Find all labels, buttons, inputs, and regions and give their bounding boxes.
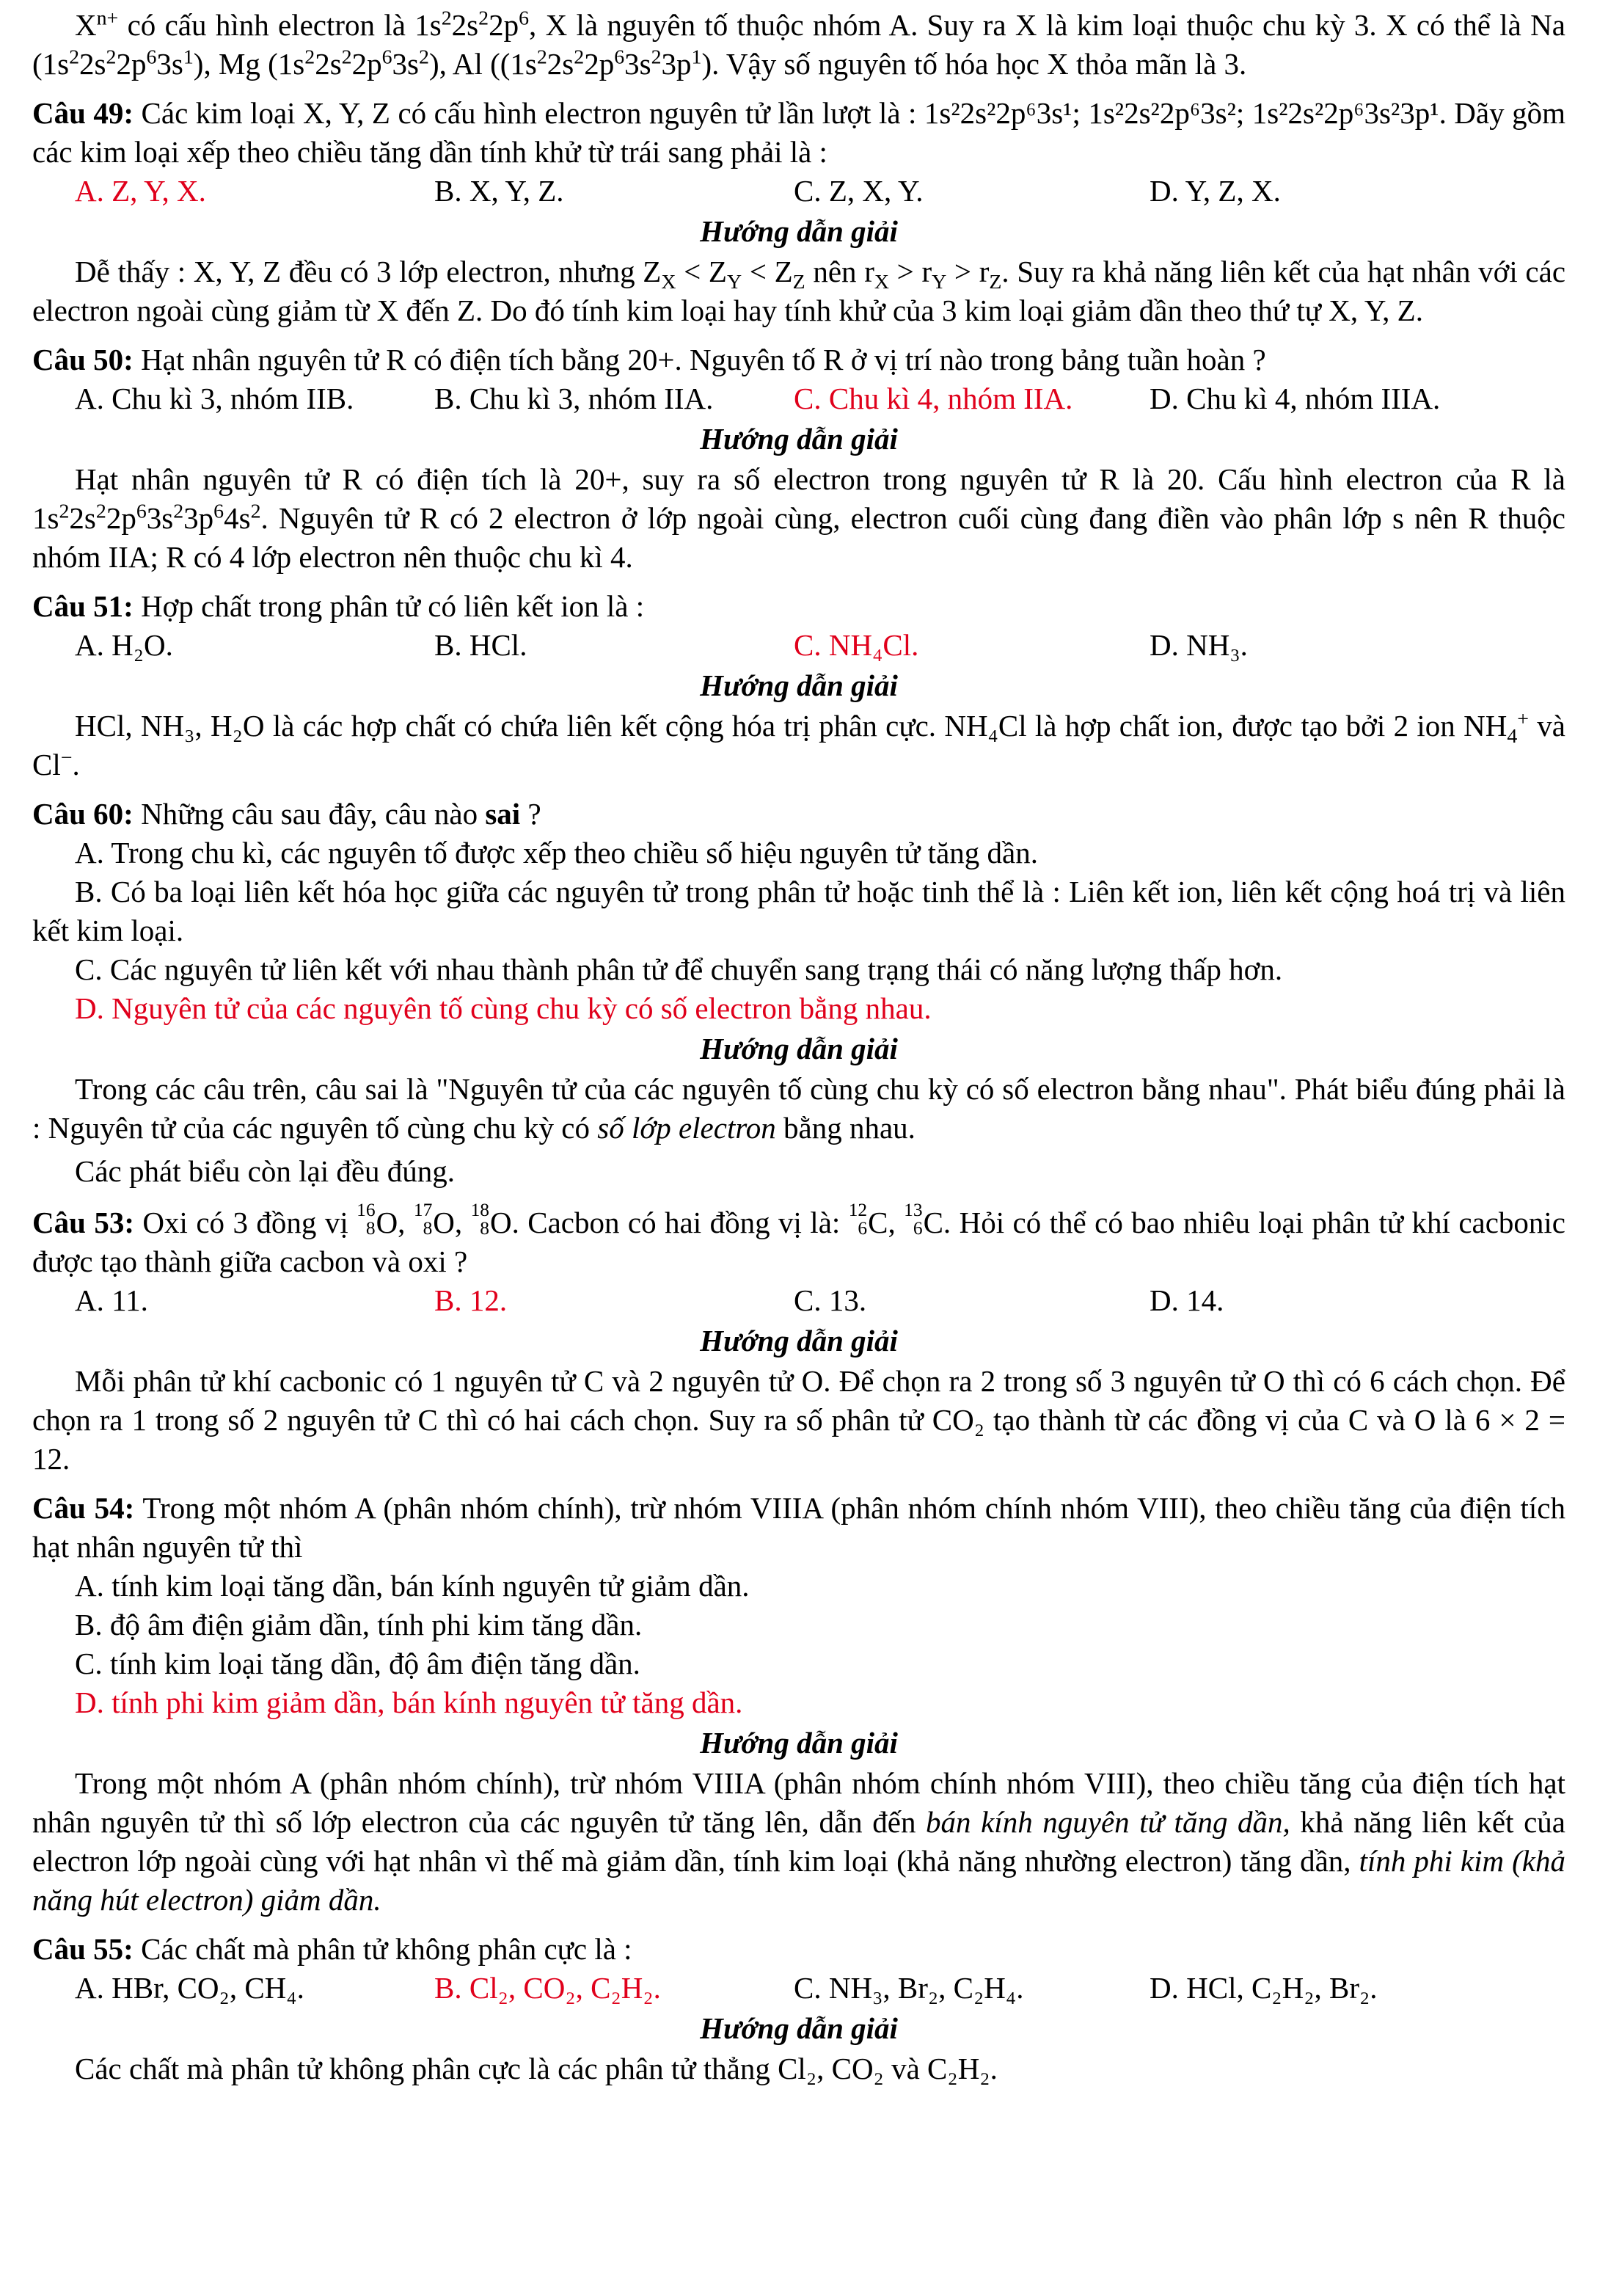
- q54-option-d: D. tính phi kim giảm dần, bán kính nguyên tử tăng dần.: [75, 1685, 743, 1719]
- q60-option-d: D. Nguyên tử của các nguyên tố cùng chu kỳ có số electron bằng nhau.: [75, 991, 932, 1025]
- q60-option-b: B. Có ba loại liên kết hóa học giữa các nguyên tử trong phân tử hoặc tinh thể là : Liên kết ion, liên kết cộng hoá trị và liên kết kim loại.: [32, 875, 1565, 947]
- q60-option-a: A. Trong chu kì, các nguyên tố được xếp theo chiều số hiệu nguyên tử tăng dần.: [75, 836, 1038, 870]
- question-label: Câu 49:: [32, 96, 134, 130]
- intro-paragraph: $X^{n+}$ có cấu hình electron là $1s^22s^22p^6$, X là nguyên tố thuộc nhóm A. Suy ra X là kim loại thuộc chu kỳ 3. X có thể là Na $(1s^22s^22p^63s^1)$, Mg $(1s^22s^22p^63s^2)$, Al ($(1s^22s^22p^63s^23p^1)$. Vậy số nguyên tố hóa học X thỏa mãn là 3.: [32, 7, 1565, 81]
- q50-option-d: D. Chu kì 4, nhóm IIIA.: [1150, 382, 1441, 415]
- q60-solution-2: Các phát biểu còn lại đều đúng.: [75, 1154, 456, 1188]
- q54-option-a: A. tính kim loại tăng dần, bán kính nguyên tử giảm dần.: [75, 1568, 750, 1603]
- q49-option-c: C. Z, X, Y.: [794, 174, 924, 208]
- q53-option-a: A. 11.: [75, 1283, 148, 1317]
- question-54: Câu 54: Trong một nhóm A (phân nhóm chính), trừ nhóm VIIIA (phân nhóm chính nhóm VIII), theo chiều tăng của điện tích hạt nhân nguyên tử thì: [32, 1490, 1565, 1564]
- question-51: Câu 51: Hợp chất trong phân tử có liên kết ion là :: [32, 589, 645, 623]
- q51-option-a: A. H₂O.: [75, 628, 173, 662]
- q54-option-c: C. tính kim loại tăng dần, độ âm điện tăng dần.: [75, 1646, 640, 1680]
- q49-solution: Dễ thấy : X, Y, Z đều có 3 lớp electron, nhưng $Z_X < Z_Y < Z_Z$ nên $r_X > r_Y > r_Z$. Suy ra khả năng liên kết của hạt nhân với các electron ngoài cùng giảm từ X đến Z. Do đó tính kim loại hay tính khử của 3 kim loại giảm dần theo thứ tự X, Y, Z.: [32, 255, 1566, 327]
- q50-option-a: A. Chu kì 3, nhóm IIB.: [75, 382, 354, 415]
- q50-options: [32, 379, 1565, 418]
- question-53: Câu 53: Oxi có 3 đồng vị 16 8 O, 17 8 O, 18 8 O. Cacbon có hai đồng vị là: 12 6 C, 13 6 C. Hỏi có thể có bao nhiêu loại phân tử khí cacbonic được tạo thành giữa cacbon và oxi ?: [32, 1200, 1566, 1278]
- question-55: Câu 55: Các chất mà phân tử không phân cực là :: [32, 1931, 632, 1966]
- q51-options: [32, 626, 1565, 665]
- q53-option-d: D. 14.: [1150, 1283, 1224, 1317]
- q54-guide-heading: Hướng dẫn giải: [700, 1725, 898, 1760]
- q55-solution: Các chất mà phân tử không phân cực là các phân tử thẳng Cl₂, CO₂ và C₂H₂.: [75, 2051, 998, 2085]
- q54-solution: Trong một nhóm A (phân nhóm chính), trừ nhóm VIIIA (phân nhóm chính nhóm VIII), theo chiều tăng của điện tích hạt nhân nguyên tử thì số lớp electron của các nguyên tử tăng lên, dẫn đến bán kính nguyên tử tăng dần, khả năng liên kết của electron lớp ngoài cùng với hạt nhân vì thế mà giảm dần, tính kim loại (khả năng nhường electron) tăng dần, tính phi kim (khả năng hút electron) giảm dần.: [32, 1765, 1565, 1917]
- q50-solution: Hạt nhân nguyên tử R có điện tích là 20+, suy ra số electron trong nguyên tử R là 20. Cấu hình electron của R là $1s^22s^22p^63s^23p^64s^2$. Nguyên tử R có 2 electron ở lớp ngoài cùng, electron cuối cùng đang điền vào phân lớp s nên R thuộc nhóm IIA; R có 4 lớp electron nên thuộc chu kì 4.: [32, 462, 1565, 574]
- q51-option-b: B. HCl.: [434, 628, 527, 662]
- q53-option-b: B. 12.: [434, 1283, 508, 1317]
- q60-solution: Trong các câu trên, câu sai là "Nguyên tử của các nguyên tố cùng chu kỳ có số electron bằng nhau". Phát biểu đúng phải là : Nguyên tử của các nguyên tố cùng chu kỳ có số lớp electron bằng nhau.: [32, 1072, 1565, 1145]
- q51-guide-heading: Hướng dẫn giải: [700, 668, 898, 702]
- q55-option-d: D. HCl, C₂H₂, Br₂.: [1150, 1970, 1378, 2005]
- q49-option-a: A. Z, Y, X.: [75, 174, 206, 208]
- q49-guide-heading: Hướng dẫn giải: [700, 214, 898, 248]
- q50-option-b: B. Chu kì 3, nhóm IIA.: [434, 382, 714, 415]
- q53-option-c: C. 13.: [794, 1283, 867, 1317]
- q53-solution: Mỗi phân tử khí cacbonic có 1 nguyên tử C và 2 nguyên tử O. Để chọn ra 2 trong số 3 nguyên tử O thì có 6 cách chọn. Để chọn ra 1 trong số 2 nguyên tử C thì có hai cách chọn. Suy ra số phân tử CO₂ tạo thành từ các đồng vị của C và O là 6 × 2 = 12.: [32, 1363, 1565, 1476]
- question-text: Các kim loại X, Y, Z có cấu hình electron nguyên tử lần lượt là : 1s²2s²2p⁶3s¹; 1s²2s²2p⁶3s²; 1s²2s²2p⁶3s²3p¹. Dãy gồm các kim loại xếp theo chiều tăng dần tính khử từ trái sang phải là :: [32, 96, 1565, 169]
- q55-options: [32, 1969, 1565, 2008]
- q60-guide-heading: Hướng dẫn giải: [700, 1032, 898, 1065]
- q55-option-c: C. NH₃, Br₂, C₂H₄.: [794, 1970, 1024, 2005]
- q55-option-a: A. HBr, CO₂, CH₄.: [75, 1970, 304, 2005]
- q55-option-b: B. Cl₂, CO₂, C₂H₂.: [434, 1970, 661, 2005]
- q50-option-c: C. Chu kì 4, nhóm IIA.: [794, 382, 1073, 415]
- q55-guide-heading: Hướng dẫn giải: [700, 2011, 898, 2045]
- q51-solution: HCl, NH₃, H₂O là các hợp chất có chứa liên kết cộng hóa trị phân cực. NH₄Cl là hợp chất ion, được tạo bởi 2 ion $NH_4^+$ và Cl−.: [32, 707, 1565, 781]
- q54-option-b: B. độ âm điện giảm dần, tính phi kim tăng dần.: [75, 1607, 643, 1641]
- q53-options: [32, 1281, 1565, 1320]
- question-50: Câu 50: Hạt nhân nguyên tử R có điện tích bằng 20+. Nguyên tố R ở vị trí nào trong bảng tuần hoàn ?: [32, 343, 1266, 376]
- q49-option-d: D. Y, Z, X.: [1150, 174, 1281, 208]
- q51-option-c: C. NH₄Cl.: [794, 628, 919, 662]
- q51-option-d: D. NH₃.: [1150, 628, 1248, 662]
- q53-guide-heading: Hướng dẫn giải: [700, 1323, 898, 1357]
- question-49: [32, 94, 1565, 172]
- q49-options: [32, 172, 1565, 211]
- question-60: Câu 60: Những câu sau đây, câu nào sai ?: [32, 797, 541, 831]
- q60-option-c: C. Các nguyên tử liên kết với nhau thành phân tử để chuyển sang trạng thái có năng lượng thấp hơn.: [75, 952, 1283, 986]
- document-page: [32, 6, 1565, 2088]
- q50-guide-heading: Hướng dẫn giải: [700, 422, 898, 456]
- q49-option-b: B. X, Y, Z.: [434, 174, 564, 208]
